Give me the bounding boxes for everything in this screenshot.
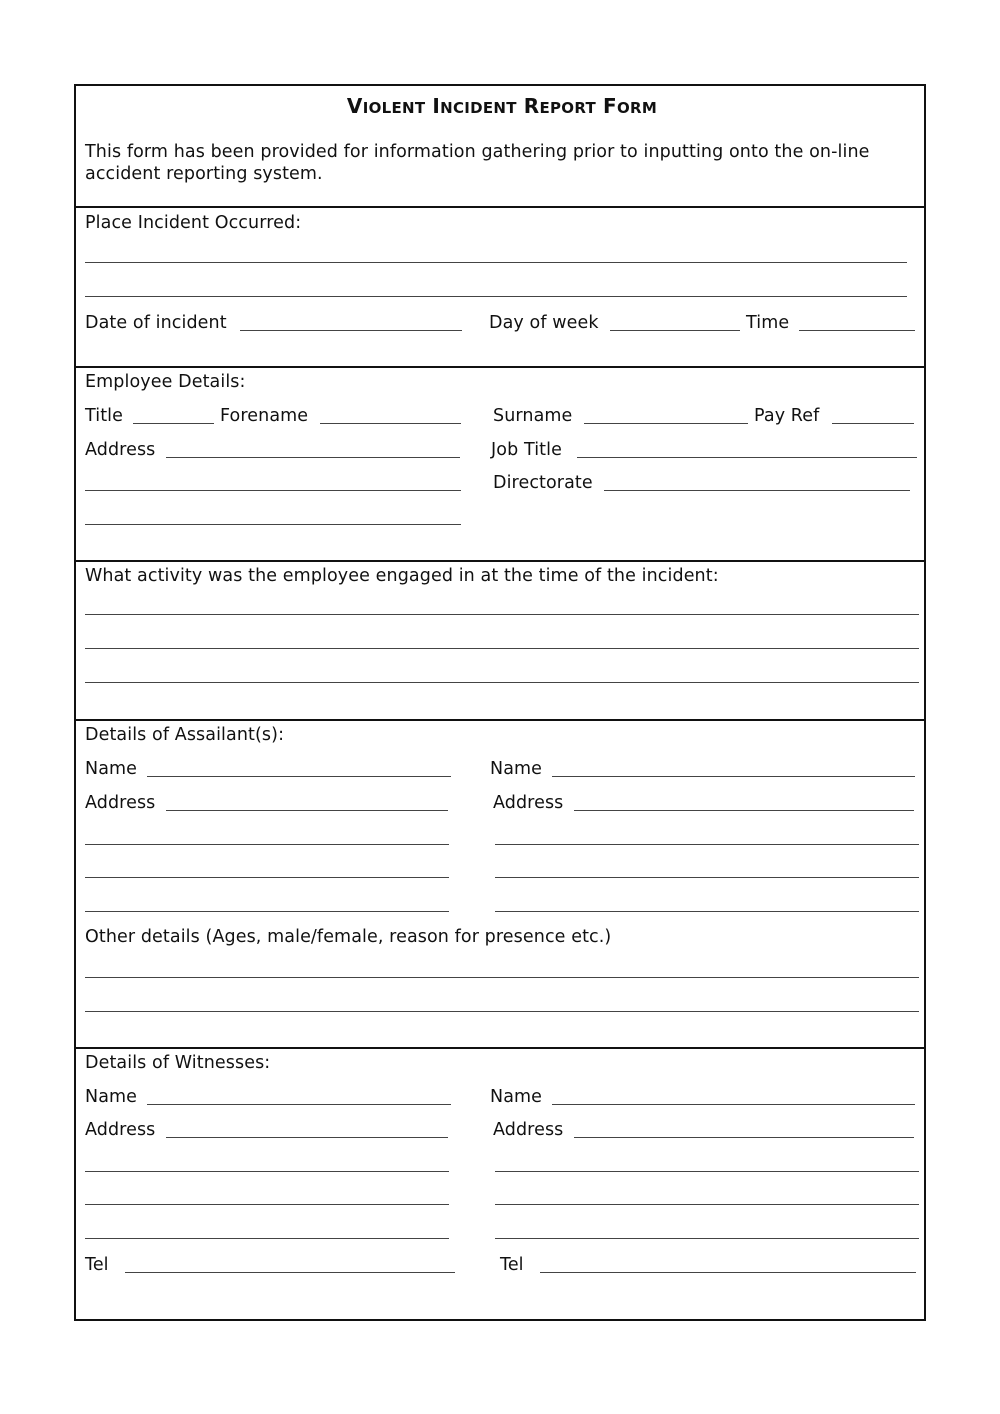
witness1-address-field-2[interactable] <box>85 1171 449 1172</box>
title-rest: ORM <box>616 99 658 117</box>
assailant2-address-field-4[interactable] <box>495 911 919 912</box>
employee-address-label: Address <box>85 440 156 460</box>
activity-heading: What activity was the employee engaged in at the time of the incident: <box>85 566 719 586</box>
day-of-week-label: Day of week <box>489 313 599 333</box>
witness2-name-field[interactable] <box>552 1104 915 1105</box>
employee-address-field-2[interactable] <box>85 490 461 491</box>
witness1-address-field-1[interactable] <box>166 1137 448 1138</box>
witness2-name-label: Name <box>490 1087 543 1107</box>
assailant1-address-field-1[interactable] <box>166 810 448 811</box>
witness2-address-field-4[interactable] <box>495 1238 919 1239</box>
title-letter: F <box>602 94 617 118</box>
other-details-line-2[interactable] <box>85 1011 919 1012</box>
surname-field[interactable] <box>584 423 748 424</box>
assailant1-name-field[interactable] <box>147 776 451 777</box>
assailant2-address-field-3[interactable] <box>495 877 919 878</box>
title-rest: IOLENT <box>362 99 426 117</box>
form-title <box>76 94 928 118</box>
forename-label: Forename <box>220 406 309 426</box>
employee-address-field-1[interactable] <box>166 457 460 458</box>
witness1-name-field[interactable] <box>147 1104 451 1105</box>
witnesses-section <box>74 1047 926 1321</box>
place-heading: Place Incident Occurred: <box>85 213 302 233</box>
witness2-address-field-1[interactable] <box>574 1137 914 1138</box>
title-label: Title <box>85 406 124 426</box>
witness1-tel-field[interactable] <box>125 1272 455 1273</box>
assailants-heading: Details of Assailant(s): <box>85 725 285 745</box>
jobtitle-field[interactable] <box>577 457 917 458</box>
witness2-address-field-3[interactable] <box>495 1204 919 1205</box>
other-details-heading: Other details (Ages, male/female, reason for presence etc.) <box>85 927 612 947</box>
activity-line-1[interactable] <box>85 614 919 615</box>
activity-section <box>74 560 926 721</box>
witness2-address-label: Address <box>493 1120 564 1140</box>
activity-line-2[interactable] <box>85 648 919 649</box>
assailant2-address-label: Address <box>493 793 564 813</box>
payref-field[interactable] <box>832 423 914 424</box>
date-field[interactable] <box>240 330 462 331</box>
witness2-tel-field[interactable] <box>540 1272 916 1273</box>
form-header-section <box>74 84 926 208</box>
intro-text-line1: This form has been provided for information gathering prior to inputting onto the on-line <box>85 142 870 162</box>
title-rest: EPORT <box>539 99 597 117</box>
assailant1-address-field-3[interactable] <box>85 877 449 878</box>
place-section <box>74 206 926 368</box>
title-rest: NCIDENT <box>440 99 517 117</box>
assailant2-name-field[interactable] <box>552 776 915 777</box>
jobtitle-label: Job Title <box>491 440 562 460</box>
assailant1-address-label: Address <box>85 793 156 813</box>
witness2-address-field-2[interactable] <box>495 1171 919 1172</box>
surname-label: Surname <box>493 406 573 426</box>
time-field[interactable] <box>799 330 915 331</box>
directorate-field[interactable] <box>604 490 910 491</box>
other-details-line-1[interactable] <box>85 977 919 978</box>
directorate-label: Directorate <box>493 473 593 493</box>
payref-label: Pay Ref <box>754 406 820 426</box>
assailant2-address-field-2[interactable] <box>495 844 919 845</box>
title-letter: R <box>523 94 540 118</box>
title-letter: I <box>432 94 441 118</box>
day-of-week-field[interactable] <box>610 330 740 331</box>
employee-heading: Employee Details: <box>85 372 246 392</box>
title-field[interactable] <box>133 423 214 424</box>
assailant2-address-field-1[interactable] <box>574 810 914 811</box>
assailant2-name-label: Name <box>490 759 543 779</box>
assailants-section <box>74 719 926 1049</box>
title-letter: V <box>346 94 363 118</box>
assailant1-address-field-4[interactable] <box>85 911 449 912</box>
witness1-address-label: Address <box>85 1120 156 1140</box>
date-label: Date of incident <box>85 313 227 333</box>
forename-field[interactable] <box>320 423 461 424</box>
place-line-1[interactable] <box>85 262 907 263</box>
assailant1-name-label: Name <box>85 759 138 779</box>
witness1-name-label: Name <box>85 1087 138 1107</box>
activity-line-3[interactable] <box>85 682 919 683</box>
assailant1-address-field-2[interactable] <box>85 844 449 845</box>
witness1-address-field-3[interactable] <box>85 1204 449 1205</box>
witness1-address-field-4[interactable] <box>85 1238 449 1239</box>
intro-text-line2: accident reporting system. <box>85 164 323 184</box>
employee-section <box>74 366 926 562</box>
time-label: Time <box>746 313 790 333</box>
witness2-tel-label: Tel <box>500 1255 524 1275</box>
witnesses-heading: Details of Witnesses: <box>85 1053 271 1073</box>
witness1-tel-label: Tel <box>85 1255 109 1275</box>
place-line-2[interactable] <box>85 296 907 297</box>
employee-address-field-3[interactable] <box>85 524 461 525</box>
